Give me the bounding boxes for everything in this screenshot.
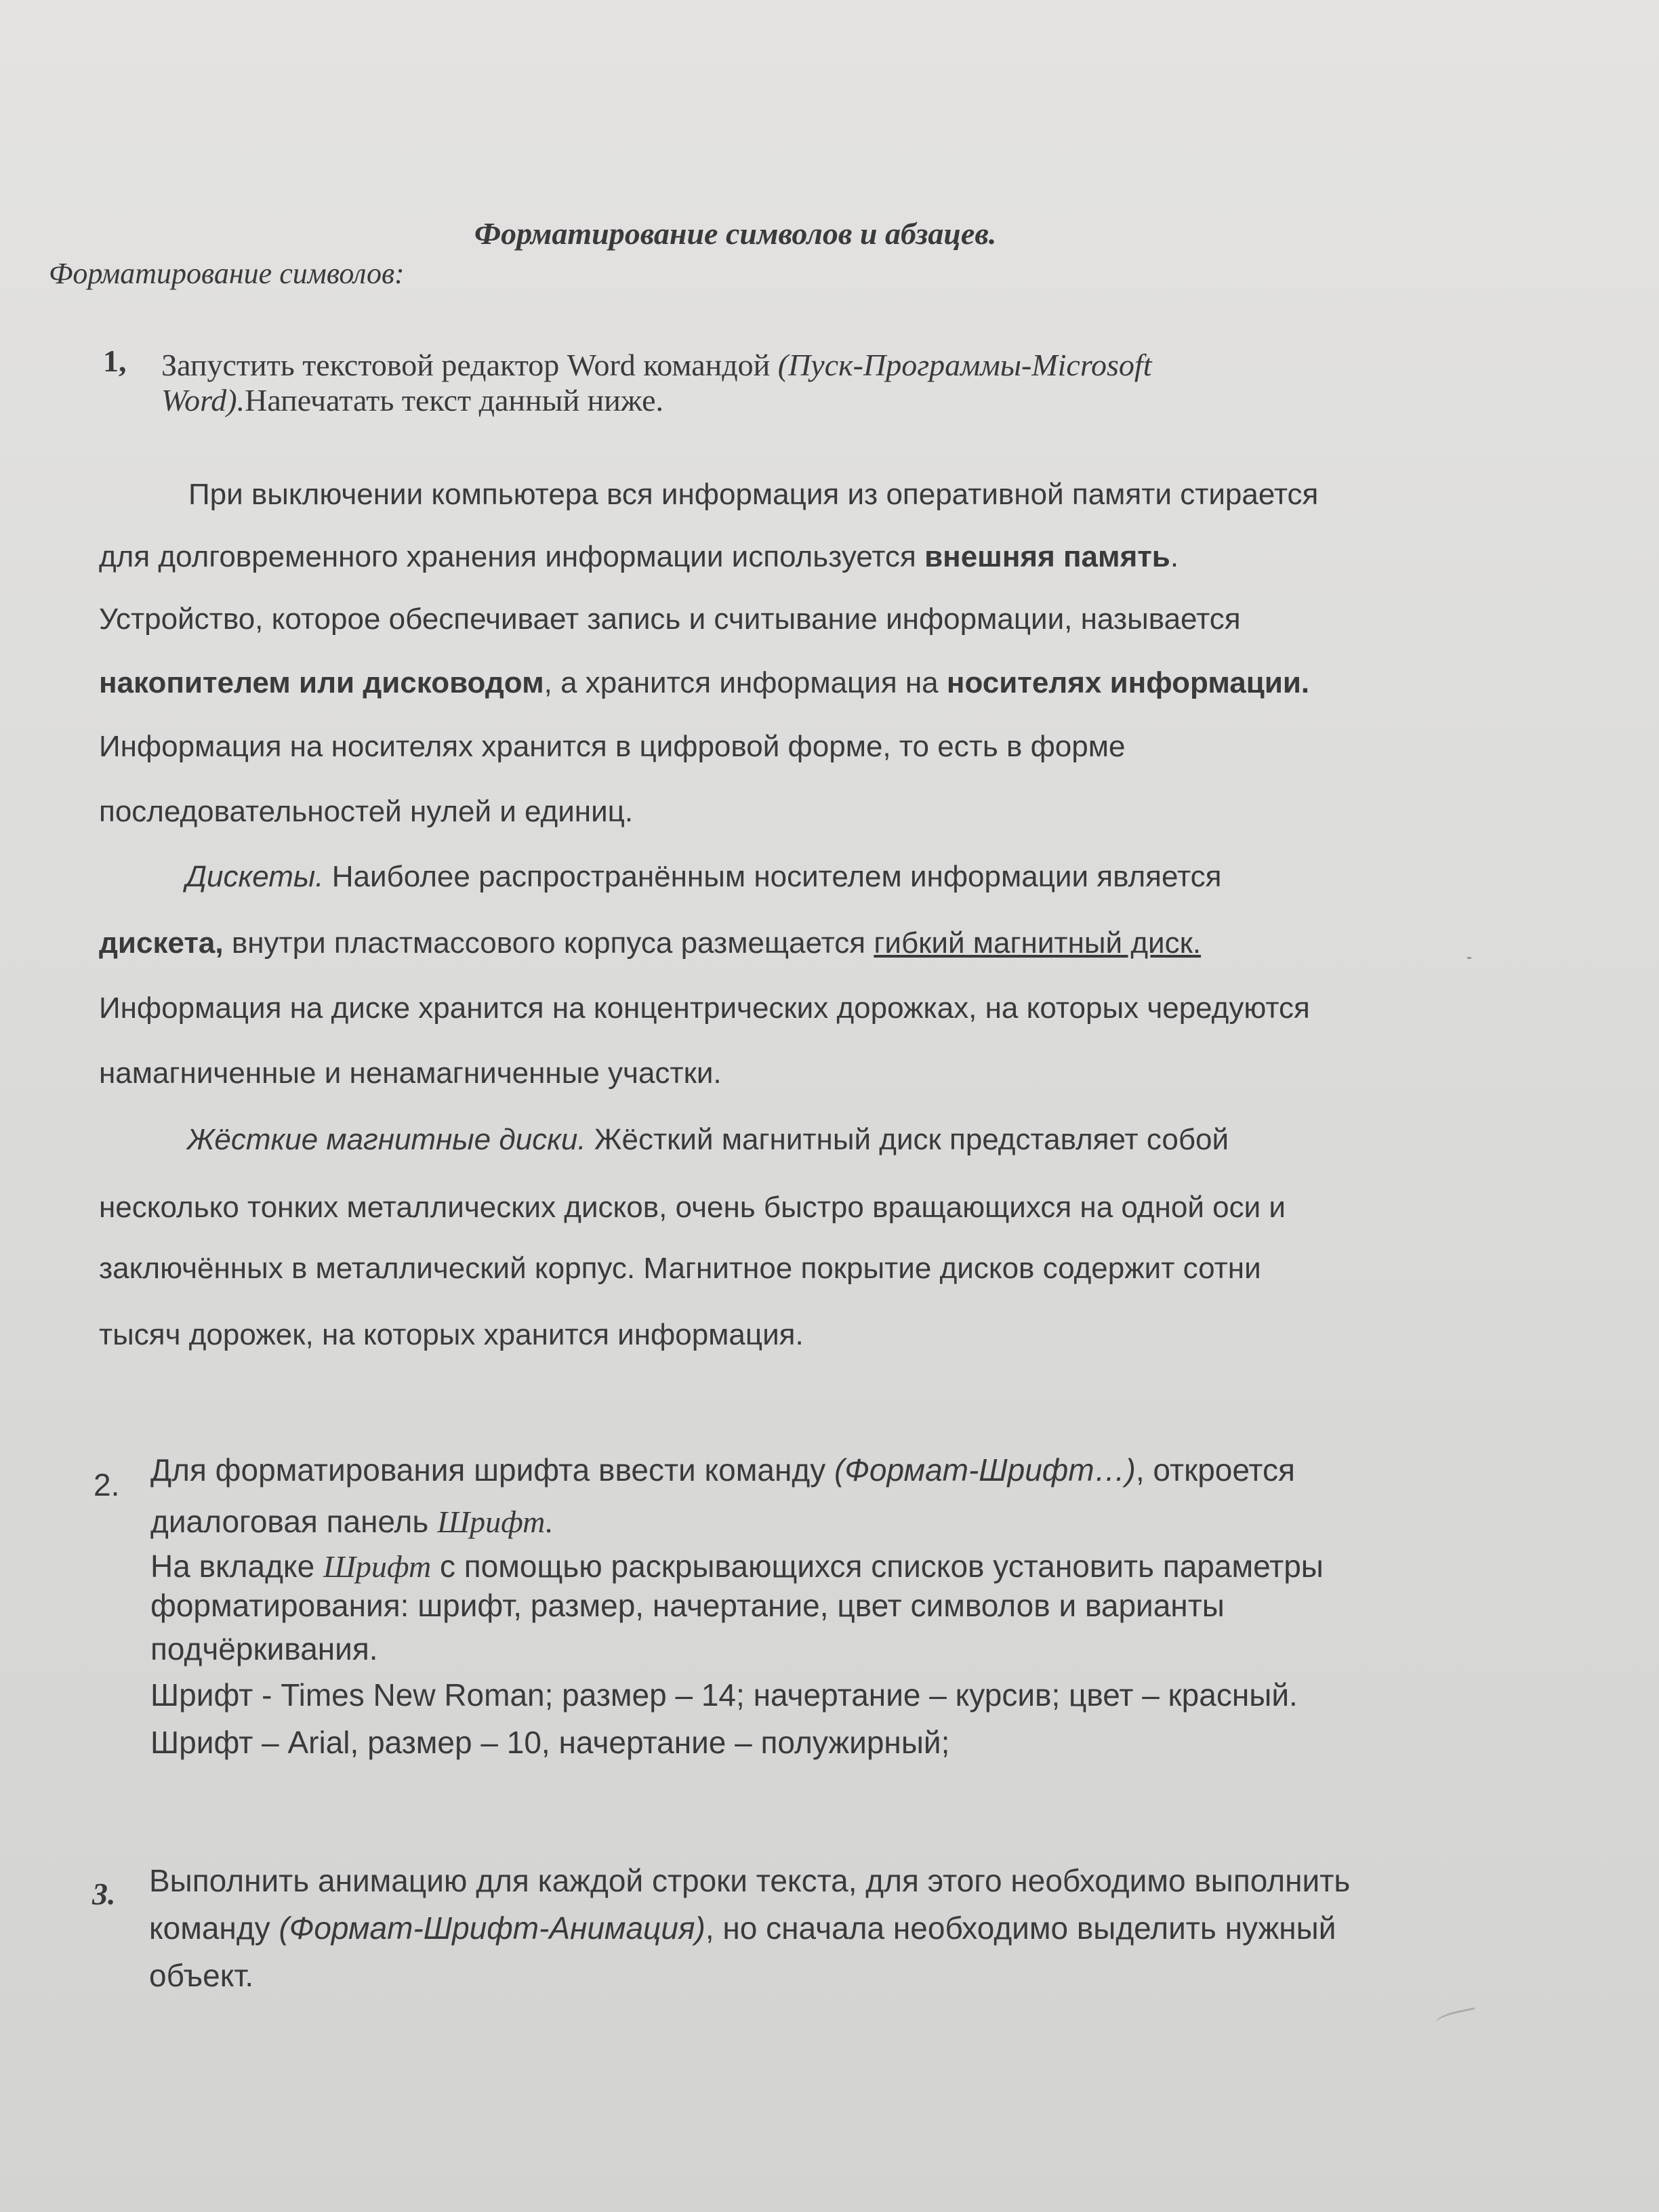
item-2-text: , откроется	[1135, 1452, 1295, 1488]
term-diskette: дискета,	[99, 926, 224, 960]
item-1-line-2	[161, 385, 663, 416]
term-drive: накопителем или дисководом	[99, 666, 544, 699]
item-2-dialog-name: Шрифт.	[437, 1504, 554, 1539]
item-2-line-4: форматирования: шрифт, размер, начертание, цвет символов и варианты	[150, 1588, 1225, 1623]
item-2-line-5: подчёркивания.	[150, 1631, 378, 1666]
sample-line-5: Информация на носителях хранится в цифровой форме, то есть в форме	[99, 730, 1126, 763]
sample-line-11	[187, 1125, 1229, 1155]
sample-line-14: тысяч дорожек, на которых хранится информация.	[99, 1318, 804, 1351]
speck	[1467, 957, 1471, 959]
item-3-line-2	[149, 1912, 1336, 1944]
sample-text: .	[1170, 540, 1179, 573]
term-diskettes: Дискеты.	[186, 860, 324, 893]
item-2-text: с помощью раскрывающихся списков установить параметры	[431, 1549, 1324, 1584]
item-3-command: (Формат-Шрифт-Анимация)	[279, 1910, 705, 1946]
item-1-instruction: Напечатать текст данный ниже.	[245, 383, 664, 417]
item-2-line-6: Шрифт - Times New Roman; размер – 14; начертание – курсив; цвет – красный.	[150, 1677, 1298, 1713]
sample-line-2	[99, 542, 1179, 572]
sample-text: Жёсткий магнитный диск представляет собой	[586, 1123, 1229, 1156]
sample-line-12: несколько тонких металлических дисков, очень быстро вращающихся на одной оси и	[99, 1191, 1286, 1224]
item-3-line-3: объект.	[149, 1958, 254, 1993]
item-2-tab-name: Шрифт	[323, 1549, 432, 1584]
item-2-command: (Формат-Шрифт…)	[834, 1452, 1136, 1488]
item-2-line-2	[150, 1506, 553, 1538]
term-external-memory: внешняя память	[924, 540, 1170, 573]
sample-line-4	[99, 668, 1309, 698]
sample-line-3: Устройство, которое обеспечивает запись и считывание информации, называется	[99, 602, 1241, 636]
sample-line-9: Информация на диске хранится на концентрических дорожках, на которых чередуются	[99, 991, 1310, 1025]
pencil-mark	[1435, 2007, 1477, 2027]
item-2-number: 2.	[94, 1467, 120, 1502]
item-3-line-1: Выполнить анимацию для каждой строки текста, для этого необходимо выполнить	[149, 1863, 1351, 1898]
sample-line-8	[99, 928, 1201, 958]
term-hard-disks: Жёсткие магнитные диски.	[187, 1123, 586, 1156]
sample-text: , а хранится информация на	[544, 666, 947, 699]
item-2-text: На вкладке	[150, 1549, 323, 1584]
sample-text: для долговременного хранения информации используется	[99, 540, 925, 573]
item-1-command: (Пуск-Программы-Microsoft	[777, 348, 1152, 382]
item-2-text: Для форматирования шрифта ввести команду	[150, 1452, 834, 1488]
item-2-line-1	[150, 1454, 1295, 1486]
item-1-number: 1,	[103, 344, 127, 378]
item-2-text: диалоговая панель	[150, 1504, 438, 1539]
item-2-line-3	[150, 1551, 1324, 1582]
document-title: Форматирование символов и абзацев.	[474, 216, 997, 251]
item-3-number: 3.	[92, 1877, 116, 1911]
item-1-text: Запустить текстовой редактор Word командой	[161, 348, 778, 382]
sample-line-7	[186, 862, 1221, 892]
sample-line-1: При выключении компьютера вся информация из оперативной памяти стирается	[188, 478, 1319, 511]
sample-line-6: последовательностей нулей и единиц.	[99, 795, 634, 828]
sample-line-10: намагниченные и ненамагниченные участки.	[99, 1057, 722, 1090]
item-1-line-1	[161, 350, 1152, 381]
item-1-command-end: Word).	[161, 383, 245, 417]
term-media: носителях информации.	[946, 666, 1310, 699]
term-floppy-disk: гибкий магнитный диск.	[874, 926, 1202, 960]
item-2-line-7: Шрифт – Arial, размер – 10, начертание – полужирный;	[150, 1725, 950, 1760]
sample-text: Наиболее распространённым носителем информации является	[323, 860, 1222, 893]
section-heading: Форматирование символов:	[49, 257, 405, 290]
item-3-text: , но сначала необходимо выделить нужный	[705, 1910, 1336, 1946]
sample-text: внутри пластмассового корпуса размещается	[223, 926, 874, 960]
item-3-text: команду	[149, 1910, 279, 1946]
sample-line-13: заключённых в металлический корпус. Магнитное покрытие дисков содержит сотни	[99, 1252, 1261, 1285]
